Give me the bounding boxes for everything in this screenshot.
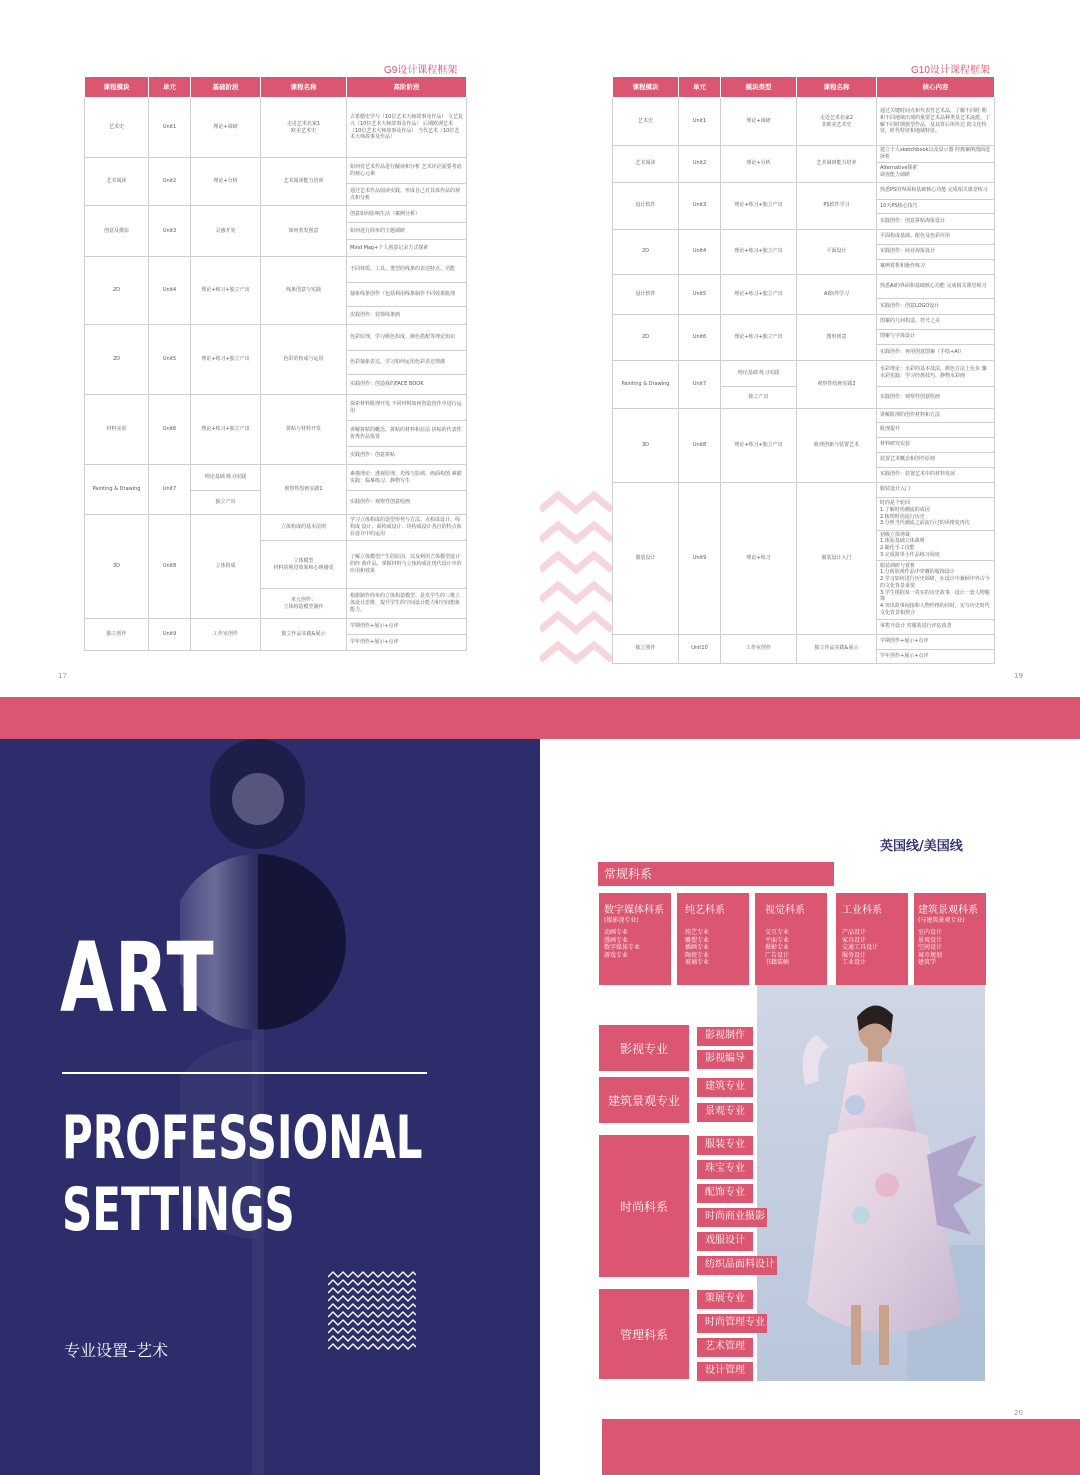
table-cell: 色彩的构成与运用 <box>261 325 347 395</box>
table-cell: 熟悉AI的界面和基础核心功能 完成相关课堂练习 <box>877 274 995 298</box>
table-cell: 实践创作：观察性创意绘画 <box>877 386 995 408</box>
table-cell: 灵感开发 <box>191 206 261 257</box>
dept-card-visual <box>755 893 827 985</box>
table-cell: 独立作品实践&展示 <box>261 619 347 651</box>
col-header: 课程名称 <box>797 77 877 98</box>
table-cell: 理论+分析 <box>191 158 261 206</box>
table-row <box>85 325 467 351</box>
table-cell: 古希腊史学与（10位艺术大师故事及作品） 文艺复兴（10位艺术大师故事及作品） 后期欧洲艺术（10位艺术大师故事及作品） 当代艺术（10位艺术大师故事及作品） <box>347 98 467 158</box>
cover-title-art: ART <box>60 922 216 1034</box>
table-cell: 设计软件 <box>613 274 679 314</box>
dept-title: 数字媒体科系 <box>604 905 664 916</box>
table-cell: 素描理论：透视原理、光线与影调、画面构图 素描实践：临摹练习、静物写生 <box>347 465 467 491</box>
table-cell: Unit2 <box>149 158 191 206</box>
dept-item: 产品设计 <box>842 929 867 936</box>
table-cell: Unit1 <box>149 98 191 158</box>
table-cell: 线条创意与实践 <box>261 257 347 325</box>
dept-item: 玻璃专业 <box>685 959 710 967</box>
col-header: 基础阶段 <box>191 77 261 98</box>
major-tag: 设计管理 <box>697 1362 753 1381</box>
table-cell: 色彩原理，学习颜色构成、颜色搭配等理论知识 <box>347 325 467 351</box>
table-cell: AI软件学习 <box>797 274 877 314</box>
table-cell: 材料实验 <box>85 395 149 465</box>
table-cell: 独立产出 <box>191 491 261 515</box>
dept-card-digital-media <box>599 893 671 985</box>
dept-title: 工业科系 <box>842 905 882 916</box>
table-cell: 理论+练习+独立产出 <box>191 325 261 395</box>
table-cell: 理论+练习+独立产出 <box>191 257 261 325</box>
table-cell: 2D <box>613 314 679 360</box>
table-cell: 图案的几何构造、符号之美 <box>877 314 995 329</box>
table-cell: Unit6 <box>679 314 721 360</box>
table-cell: Unit6 <box>149 395 191 465</box>
table-cell: 学年创作+展示+点评 <box>877 649 995 663</box>
g10-course-table <box>612 76 995 664</box>
table-cell: 理论+练习+独立产出 <box>721 274 797 314</box>
dept-item: 纯艺专业 <box>685 929 710 936</box>
table-cell: 理论+练习 <box>721 482 797 634</box>
dept-card-fine-art <box>677 893 749 985</box>
col-header: 单元 <box>679 77 721 98</box>
dept-item: 雕塑专业 <box>685 936 710 944</box>
table-cell: 艺术史 <box>613 98 679 146</box>
table-cell: 学期创作+展示+点评 <box>877 634 995 649</box>
table-cell: 理论基础 练习实践 <box>191 465 261 491</box>
table-cell: 独立产出 <box>721 386 797 408</box>
major-tag: 影视编导 <box>697 1050 753 1069</box>
table-cell: 理论+练习+独立产出 <box>721 229 797 274</box>
zigzag-pattern <box>328 1271 416 1359</box>
table-cell: 熟悉PS的界面和基础核心功能 完成相关课堂练习 <box>877 182 995 199</box>
table-cell: 3D <box>613 408 679 482</box>
group-film: 影视专业 <box>599 1025 689 1071</box>
table-cell: Painting & Drawing <box>613 360 679 408</box>
table-cell: 实践创作：创意LOGO设计 <box>877 298 995 314</box>
table-cell: Unit7 <box>149 465 191 515</box>
table-row <box>613 98 995 146</box>
fashion-photo <box>757 985 985 1381</box>
table-cell: 讲解肌理的创作材料和方法 <box>877 408 995 422</box>
dept-item: 游戏专业 <box>604 951 629 959</box>
dept-item: 建筑学 <box>918 959 937 967</box>
cover-title-line1: PROFESSIONAL <box>62 1103 423 1173</box>
dept-item: 家具设计 <box>842 936 867 944</box>
table-cell: 学习立体构成的造型形势与方法、点构成设计、线构成 设计、面构成设计、块构成设计各自的特点和在设计中的运用 <box>347 515 467 541</box>
table-row <box>613 634 995 649</box>
dept-item: 城市规划 <box>918 951 943 959</box>
table-cell: Unit10 <box>679 634 721 663</box>
table-row <box>85 395 467 421</box>
table-cell: 理论+调研 <box>191 98 261 158</box>
group-architecture: 建筑景观专业 <box>599 1077 689 1123</box>
table-cell: Unit9 <box>679 482 721 634</box>
group-fashion: 时尚科系 <box>599 1135 689 1277</box>
table-cell: Unit5 <box>149 325 191 395</box>
table-cell: 水彩理论：水彩的基本技法、颜色方法上色步 骤水彩实践：学习经典技巧、静物水彩画 <box>877 360 995 386</box>
table-row <box>613 360 995 386</box>
col-header: 高阶阶段 <box>347 77 467 98</box>
table-cell: 不同材质、工具、类型的线条的表达特点、功能 <box>347 257 467 283</box>
table-cell: 实践创作：装饰线条画 <box>347 307 467 325</box>
zigzag-pattern <box>540 490 612 670</box>
table-cell: 观察性绘画实践1 <box>261 465 347 515</box>
g9-caption: G9设计课程框架 <box>384 65 458 76</box>
table-row <box>85 257 467 283</box>
table-cell: 色彩抽象表达，学习如何运用色彩表达情感 <box>347 351 467 375</box>
table-cell: 平面构成基础、配色及色彩应用 <box>877 229 995 244</box>
table-cell: 肌理创新与装置艺术 <box>797 408 877 482</box>
table-cell: Alternative探索 调查能力调研 <box>877 162 995 182</box>
col-header: 课程模块 <box>85 77 149 98</box>
dept-item: 工业设计 <box>842 959 867 967</box>
table-cell: 创意及摄影 <box>85 206 149 257</box>
table-row <box>613 182 995 199</box>
table-cell: 理论基础 练习实践 <box>721 360 797 386</box>
col-header: 课程模块 <box>613 77 679 98</box>
table-cell: 装置艺术概念和创作原则 <box>877 452 995 467</box>
dept-item: 广告设计 <box>765 951 790 959</box>
table-cell: Unit2 <box>679 146 721 183</box>
major-tag: 策展专业 <box>697 1290 753 1309</box>
page-number: 20 <box>1014 1409 1023 1417</box>
table-row <box>613 229 995 244</box>
accent-band <box>0 697 1080 739</box>
cover-title <box>62 1102 423 1246</box>
table-cell: 工作室创作 <box>721 634 797 663</box>
major-tag: 配饰专业 <box>697 1184 753 1203</box>
table-cell: 3D <box>85 515 149 619</box>
table-cell: Unit7 <box>679 360 721 408</box>
table-cell: 理论+调研 <box>721 98 797 146</box>
table-cell: 图案与字体设计 <box>877 329 995 344</box>
table-cell: 艺术阅读 <box>85 158 149 206</box>
major-tag: 景观专业 <box>697 1103 753 1122</box>
table-cell: 艺术史 <box>85 98 149 158</box>
table-row <box>85 206 467 223</box>
table-cell: 实践创作：创造我的FACE BOOK <box>347 375 467 395</box>
table-cell: Unit3 <box>679 182 721 229</box>
major-tag: 建筑专业 <box>697 1078 753 1097</box>
dept-title: 建筑景观科系 <box>918 905 978 916</box>
dept-item: 交互专业 <box>765 929 790 936</box>
dept-title: 视觉科系 <box>765 905 805 916</box>
col-header: 课程名称 <box>261 77 347 98</box>
table-cell: PS软件学习 <box>797 182 877 229</box>
table-cell: 立体构成 <box>191 515 261 619</box>
table-cell: 服装设计入门 <box>877 482 995 497</box>
table-row <box>613 146 995 163</box>
table-cell: 理论+分析 <box>721 146 797 183</box>
route-title: 英国线/美国线 <box>880 839 963 854</box>
table-cell: 实践创作：创意拼贴 <box>347 447 467 465</box>
dept-item: 平面专业 <box>765 936 790 944</box>
footer-band <box>602 1419 1080 1475</box>
page-number: 17 <box>58 672 67 680</box>
dept-item: 书籍装帧 <box>765 959 790 967</box>
dept-item: 数字媒体专业 <box>604 944 641 952</box>
table-cell: 讲解拼贴的概念，拼贴的材料和拉法 拼贴的代表性优秀作品鉴赏 <box>347 421 467 447</box>
g10-caption: G10设计课程框架 <box>911 65 990 76</box>
major-tag: 纺织品面料设计 <box>697 1256 777 1275</box>
table-cell: 初级立体剪裁 1.体验基础立体裁剪 2.随化手工技能 3.完成简单小作品练习阅度 <box>877 530 995 560</box>
cover-title-line2: SETTINGS <box>62 1175 295 1245</box>
table-row <box>613 274 995 298</box>
table-cell: 实践创作：创意拼贴海报设计 <box>877 213 995 229</box>
table-cell: 如何着发创意 <box>261 206 347 257</box>
table-cell: 零售开设计 对服装进行评估改善 <box>877 619 995 634</box>
table-row <box>85 98 467 158</box>
table-cell: 10天PS核心技巧 <box>877 199 995 213</box>
table-cell: 抽象线条创作（包括利用线条制作不同效果肌理 <box>347 283 467 307</box>
dept-item: 交通工具设计 <box>842 944 879 952</box>
table-cell: 通过艺术作品阅读实践，形成自己对具体作品的观点和分析 <box>347 184 467 206</box>
dept-item: 景观设计 <box>918 936 943 944</box>
table-cell: 建立个人sketchbook以及显示器 经典案例剖面选择机 <box>877 146 995 163</box>
dept-item: 服务设计 <box>842 951 867 959</box>
col-header: 核心内容 <box>877 77 995 98</box>
table-cell: Mind Map+个人创意记录方式探索 <box>347 240 467 257</box>
table-cell: Unit4 <box>149 257 191 325</box>
major-tag: 戏服设计 <box>697 1232 753 1251</box>
table-cell: 2D <box>85 257 149 325</box>
table-cell: 理论+练习+独立产出 <box>721 314 797 360</box>
table-cell: 服装设计入门 <box>797 482 877 634</box>
table-cell: 通过关键时间点和代表性艺术品，了解不同时 期和不同地域出现的重要艺术品种类及艺术流派，了解不同时期典型作品，及其背后所传达 的文化特征，时代特征和地域特征。 <box>877 98 995 146</box>
table-row <box>85 515 467 541</box>
major-tag: 时尚商业摄影 <box>697 1208 767 1227</box>
cover-subtitle: 专业设置–艺术 <box>64 1341 169 1360</box>
table-cell: 立体模型 材料的视觉效果和心理感受 <box>261 541 347 589</box>
table-cell: Unit8 <box>149 515 191 619</box>
table-cell: 实践创作：商业海报设计 <box>877 244 995 259</box>
table-cell: 立体构成的基本法则 <box>261 515 347 541</box>
table-cell: 服装设计 <box>613 482 679 634</box>
table-cell: 理论+练习+独立产出 <box>721 408 797 482</box>
dept-item: 动画专业 <box>604 929 629 936</box>
table-row <box>85 465 467 491</box>
table-row <box>613 482 995 497</box>
table-cell: Unit4 <box>679 229 721 274</box>
dept-item: 插画专业 <box>685 944 710 952</box>
dept-sub: (与建筑景观专业) <box>918 917 965 924</box>
table-cell: 学年创作+展示+点评 <box>347 635 467 651</box>
table-cell: 艺术阅读能力培训 <box>261 158 347 206</box>
table-cell: 独立创作 <box>85 619 149 651</box>
table-cell: 如何对艺术作品进行解读和分析 艺术评论需要考虑的核心元素 <box>347 158 467 184</box>
table-cell: 2D <box>85 325 149 395</box>
table-cell: 如何进行简单的主题调研 <box>347 223 467 240</box>
table-row <box>85 158 467 184</box>
major-tag: 艺术管理 <box>697 1338 753 1357</box>
table-cell: 设计软件 <box>613 182 679 229</box>
table-cell: 根据制作简单的立体构造模型、是发学生的三维立体设计思维、提升学生的空间设计能力和空间想象能力。 <box>347 589 467 619</box>
table-cell: 材料研究实验 <box>877 437 995 452</box>
table-cell: 图形创意 <box>797 314 877 360</box>
table-cell: 艺术阅读 <box>613 146 679 183</box>
table-row <box>613 314 995 329</box>
table-row <box>85 619 467 635</box>
table-cell: 实践创作：观察性创意绘画 <box>347 491 467 515</box>
group-management: 管理科系 <box>599 1289 689 1379</box>
table-cell: Unit9 <box>149 619 191 651</box>
dept-item: 摄影专业 <box>765 944 790 952</box>
dept-item: 漫画专业 <box>604 936 629 944</box>
table-cell: 探索材料肌理开发 不同材料如何创造创作中进行运用 <box>347 395 467 421</box>
g9-course-table <box>84 76 467 651</box>
table-cell: 了解立体模型产生的原因、以及利用立体模型设计的经 典作品。掌握材料与立体构成在现代设计中的应用和效果 <box>347 541 467 589</box>
table-cell: Unit8 <box>679 408 721 482</box>
table-cell: 观察性绘画实践2 <box>797 360 877 408</box>
table-cell: 时尚是个轮回 1.了解时尚潮流的成因 2.梳理时尚流行历史 3.分析当代潮流之前流行过的风格变再次 <box>877 497 995 530</box>
table-cell: 实践创作：装置艺术中的材料发展 <box>877 467 995 482</box>
dept-sub: (媒影视专业) <box>604 917 639 924</box>
major-tag: 服装专业 <box>697 1136 753 1155</box>
dept-item: 空间设计 <box>918 944 943 952</box>
table-cell: Unit5 <box>679 274 721 314</box>
table-cell: 独立创作 <box>613 634 679 663</box>
table-cell: 理论+练习+独立产出 <box>191 395 261 465</box>
dept-card-architecture <box>914 893 986 985</box>
table-cell: 走近艺术名家2 非欧美艺术史 <box>797 98 877 146</box>
table-cell: 学期创作+展示+点评 <box>347 619 467 635</box>
table-cell: 案例赏析和操作练习 <box>877 259 995 274</box>
table-cell: 走近艺术名家1 欧美艺术史 <box>261 98 347 158</box>
table-cell: 艺术调研能力培养 <box>797 146 877 183</box>
major-tag: 时尚管理专业 <box>697 1314 767 1333</box>
table-cell: Painting & Drawing <box>85 465 149 515</box>
dept-card-industrial <box>836 893 908 985</box>
dept-item: 陶瓷专业 <box>685 951 710 959</box>
table-cell: 实践创作：再用创意图案（手绘+AI） <box>877 344 995 360</box>
table-cell: 平面设计 <box>797 229 877 274</box>
table-cell: 肌理提升 <box>877 422 995 437</box>
cover-divider <box>62 1072 427 1074</box>
table-cell: 工作室创作 <box>191 619 261 651</box>
table-row <box>613 408 995 422</box>
table-cell: Unit3 <box>149 206 191 257</box>
major-tag: 影视制作 <box>697 1027 753 1046</box>
regular-dept-header: 常规科系 <box>598 862 834 888</box>
major-tag: 珠宝专业 <box>697 1160 753 1179</box>
table-cell: 单元创作： 立体构造模型制作 <box>261 589 347 619</box>
dept-title: 纯艺科系 <box>685 905 725 916</box>
page-number: 19 <box>1014 672 1023 680</box>
col-header: 模块类型 <box>721 77 797 98</box>
table-cell: 创意如何影响生活（案例分析） <box>347 206 467 223</box>
table-cell: 独立作品实践&展示 <box>797 634 877 663</box>
table-cell: 2D <box>613 229 679 274</box>
table-cell: Unit1 <box>679 98 721 146</box>
table-cell: 服装调研与赏析 1.分析影视作品中穿戴的服饰设计 2.学习如何进行历史调研，在设计中兼顾中外古今 的文化背景重要 3.学生根据某一真实的历史故事，设计一套人物服饰 4.突出故事间接和人物性格的同时，实与历史时代 文化背景相契合 <box>877 560 995 619</box>
col-header: 单元 <box>149 77 191 98</box>
table-cell: 拼贴与材料开发 <box>261 395 347 465</box>
dept-item: 室内设计 <box>918 929 943 936</box>
table-cell: 理论+练习+独立产出 <box>721 182 797 229</box>
